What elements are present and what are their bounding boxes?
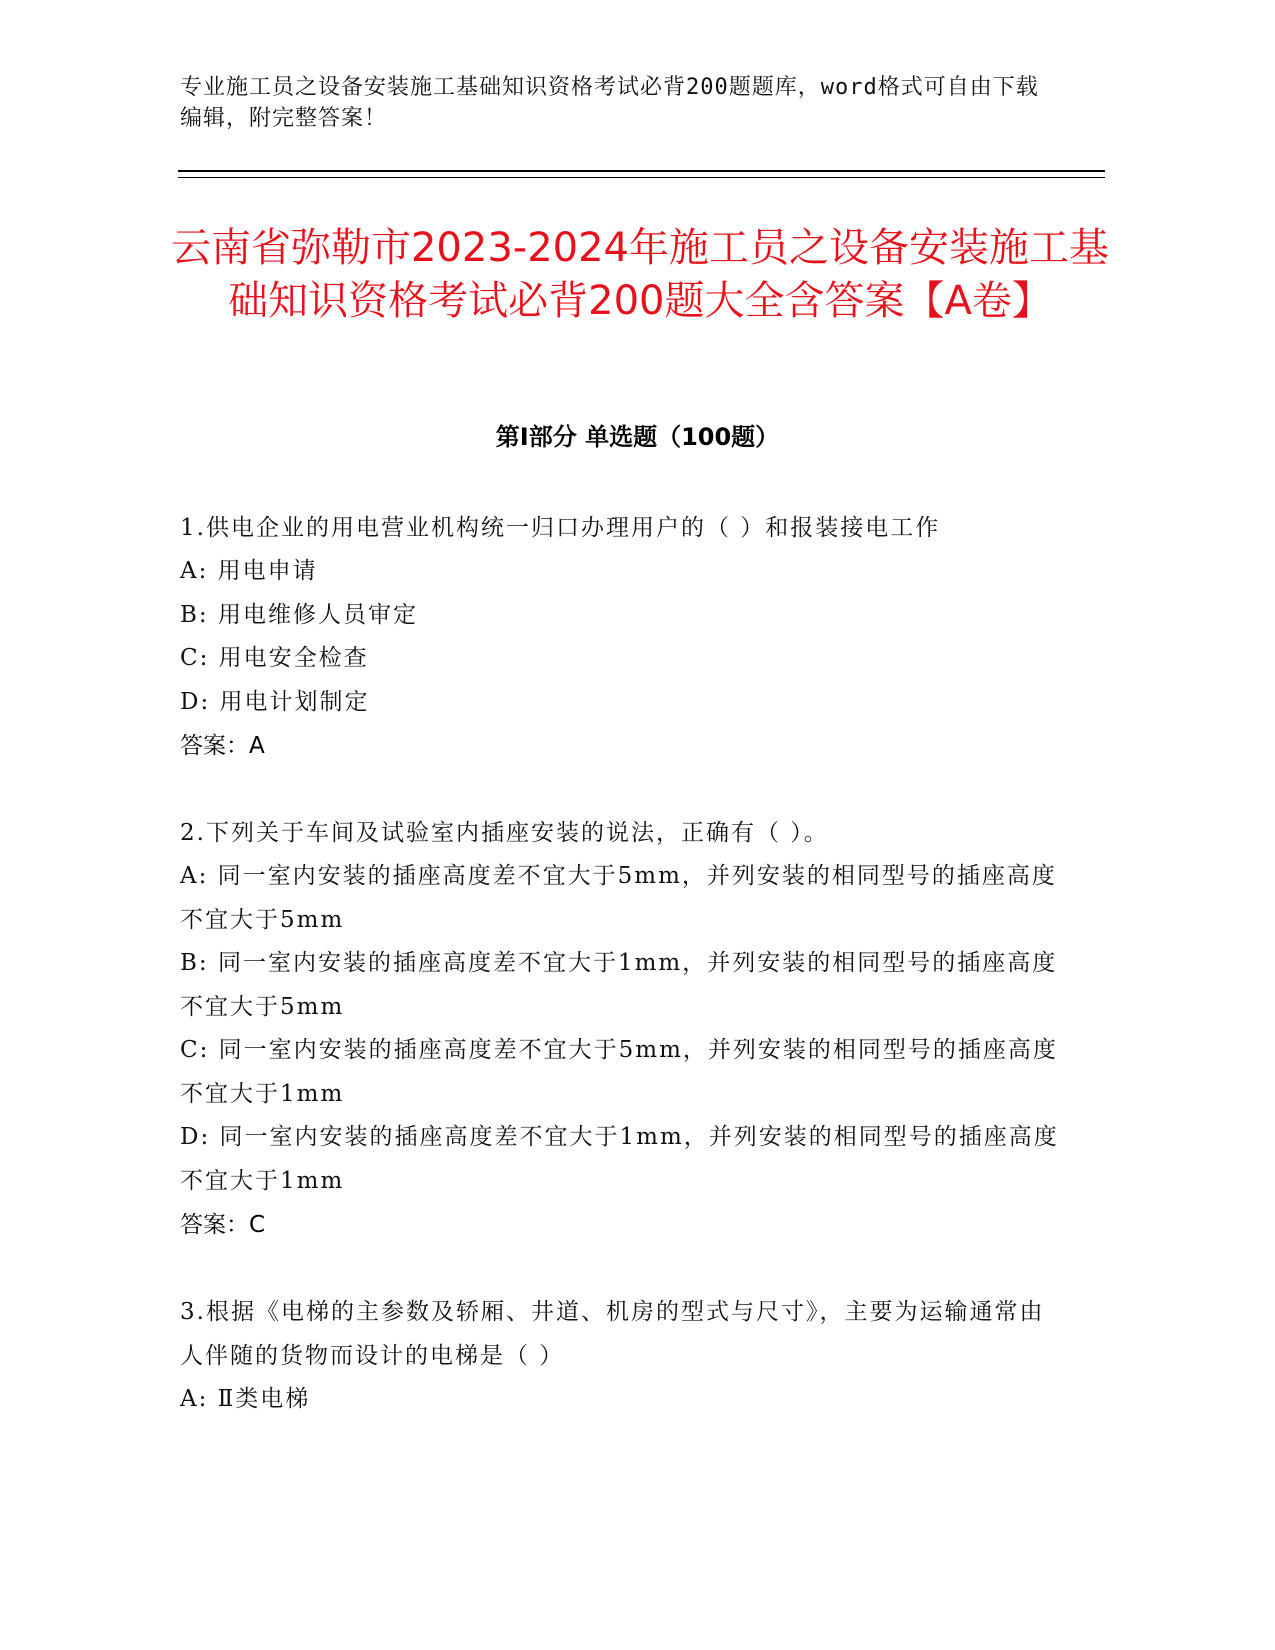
header-note: 专业施工员之设备安装施工基础知识资格考试必背200题题库，word格式可自由下载编辑，附完整答案！ <box>180 75 1039 131</box>
document-title: 云南省弥勒市2023-2024年施工员之设备安装施工基础知识资格考试必背200题大全含答案【A卷】 <box>170 225 1110 324</box>
header-rule-thick <box>178 170 1105 172</box>
option-d: D: 同一室内安装的插座高度差不宜大于1mm，并列安装的相同型号的插座高度不宜大于1mm <box>180 1124 1059 1194</box>
question-stem: 2.下列关于车间及试验室内插座安装的说法，正确有（ ）。 <box>180 820 829 846</box>
option-d: D: 用电计划制定 <box>180 688 370 715</box>
option-c: C: 同一室内安装的插座高度差不宜大于5mm，并列安装的相同型号的插座高度不宜大于1mm <box>180 1037 1058 1107</box>
question-spacer <box>180 768 1060 811</box>
option-a: A: Ⅱ类电梯 <box>180 1386 311 1412</box>
answer: 答案：A <box>180 733 265 759</box>
option-a: A: 用电申请 <box>180 558 318 584</box>
question-1 <box>180 506 1060 768</box>
question-list <box>180 506 1060 1422</box>
section-heading: 第Ⅰ部分 单选题（100题） <box>495 423 780 451</box>
option-a: A: 同一室内安装的插座高度差不宜大于5mm，并列安装的相同型号的插座高度不宜大于5mm <box>180 863 1057 933</box>
header-rule-thin <box>178 177 1105 178</box>
question-stem: 3.根据《电梯的主参数及轿厢、井道、机房的型式与尺寸》，主要为运输通常由人伴随的货物而设计的电梯是（ ） <box>180 1299 1045 1369</box>
option-b: B: 用电维修人员审定 <box>180 601 418 628</box>
question-3 <box>180 1290 1060 1422</box>
answer: 答案：C <box>180 1212 266 1238</box>
question-spacer <box>180 1247 1060 1290</box>
question-stem: 1.供电企业的用电营业机构统一归口办理用户的（ ）和报装接电工作 <box>180 515 941 541</box>
option-b: B: 同一室内安装的插座高度差不宜大于1mm，并列安装的相同型号的插座高度不宜大于5mm <box>180 950 1058 1020</box>
option-c: C: 用电安全检查 <box>180 645 369 671</box>
question-2 <box>180 811 1060 1247</box>
